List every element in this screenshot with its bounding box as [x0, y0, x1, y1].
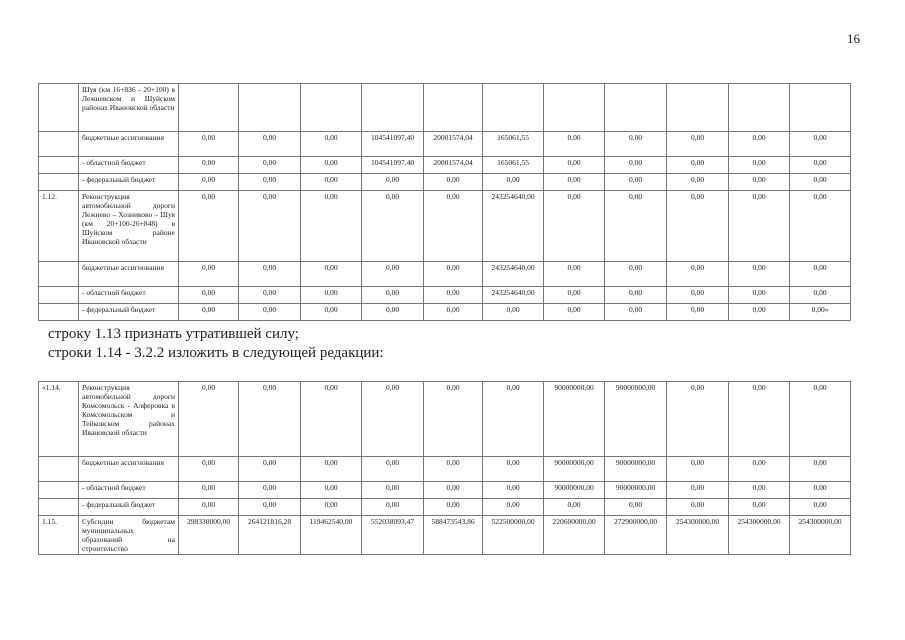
value-cell: 0,00 [424, 457, 483, 482]
value-cell: 0,00 [239, 174, 301, 191]
value-cell: 0,00 [729, 191, 790, 262]
value-cell: 0,00 [605, 157, 667, 174]
value-cell: 0,00 [667, 382, 729, 457]
value-cell: 0,00 [179, 457, 239, 482]
value-cell: 0,00 [239, 191, 301, 262]
value-cell: 0,00 [544, 262, 605, 287]
value-cell: 0,00 [790, 482, 851, 499]
value-cell: 0,00 [667, 174, 729, 191]
value-cell: 0,00 [667, 191, 729, 262]
value-cell: 0,00 [301, 382, 362, 457]
value-cell: 0,00 [790, 132, 851, 157]
value-cell: 20001574,04 [424, 132, 483, 157]
table-row [39, 157, 851, 174]
value-cell: 0,00 [424, 304, 483, 321]
value-cell: 272900000,00 [605, 516, 667, 555]
value-cell: 0,00 [605, 499, 667, 516]
value-cell: 0,00 [729, 482, 790, 499]
value-cell: 0,00 [239, 457, 301, 482]
value-cell: 0,00 [605, 304, 667, 321]
table-row [39, 457, 851, 482]
value-cell: 0,00 [301, 157, 362, 174]
value-cell: 0,00 [605, 287, 667, 304]
value-cell: 243254640,00 [483, 262, 544, 287]
page-number: 16 [847, 31, 860, 46]
value-cell: 0,00» [790, 304, 851, 321]
value-cell: 0,00 [790, 287, 851, 304]
value-cell: 0,00 [179, 174, 239, 191]
table-row [39, 516, 851, 555]
row-number-cell [39, 84, 79, 132]
budget-table-1 [38, 83, 851, 321]
value-cell: 0,00 [239, 499, 301, 516]
value-cell: 0,00 [239, 287, 301, 304]
value-cell: 0,00 [729, 132, 790, 157]
value-cell: 0,00 [790, 457, 851, 482]
value-cell: 0,00 [790, 174, 851, 191]
value-cell: 90000000,00 [544, 482, 605, 499]
value-cell: 0,00 [362, 287, 424, 304]
table-row [39, 304, 851, 321]
value-cell: 0,00 [483, 482, 544, 499]
value-cell: 20001574,04 [424, 157, 483, 174]
row-number-cell: 1.15. [39, 516, 79, 555]
value-cell: 243254640,00 [483, 191, 544, 262]
value-cell: 0,00 [424, 191, 483, 262]
value-cell: 0,00 [729, 262, 790, 287]
row-name-cell: бюджетные ассигнования [79, 132, 179, 157]
value-cell: 0,00 [667, 499, 729, 516]
value-cell: 0,00 [362, 191, 424, 262]
value-cell: 264121816,28 [239, 516, 301, 555]
value-cell [483, 84, 544, 132]
value-cell: 0,00 [239, 132, 301, 157]
row-name-cell: - федеральный бюджет [79, 304, 179, 321]
value-cell: 119462540,00 [301, 516, 362, 555]
value-cell: 588473543,86 [424, 516, 483, 555]
table-row [39, 191, 851, 262]
value-cell: 0,00 [790, 262, 851, 287]
value-cell: 254300000,00 [729, 516, 790, 555]
value-cell: 0,00 [424, 174, 483, 191]
table-row [39, 382, 851, 457]
row-name-cell: бюджетные ассигнования [79, 457, 179, 482]
value-cell: 165061,55 [483, 157, 544, 174]
value-cell: 0,00 [483, 304, 544, 321]
value-cell: 0,00 [667, 132, 729, 157]
value-cell: 0,00 [179, 382, 239, 457]
value-cell: 0,00 [301, 174, 362, 191]
table-row [39, 287, 851, 304]
row-number-cell [39, 287, 79, 304]
value-cell [667, 84, 729, 132]
value-cell: 0,00 [790, 499, 851, 516]
value-cell: 0,00 [667, 287, 729, 304]
value-cell: 0,00 [483, 457, 544, 482]
value-cell: 0,00 [483, 174, 544, 191]
value-cell: 0,00 [729, 174, 790, 191]
table-row [39, 482, 851, 499]
value-cell: 298330000,00 [179, 516, 239, 555]
value-cell: 0,00 [544, 499, 605, 516]
value-cell: 0,00 [362, 262, 424, 287]
value-cell [179, 84, 239, 132]
value-cell: 0,00 [301, 132, 362, 157]
value-cell: 0,00 [667, 457, 729, 482]
value-cell: 0,00 [424, 382, 483, 457]
value-cell: 0,00 [239, 157, 301, 174]
row-name-cell: Шуя (км 16+836 - 20+100) в Лежневском и Шуйском районах Ивановской области [79, 84, 179, 132]
value-cell: 0,00 [544, 287, 605, 304]
value-cell: 0,00 [362, 382, 424, 457]
value-cell: 0,00 [362, 499, 424, 516]
row-number-cell [39, 262, 79, 287]
value-cell: 0,00 [239, 482, 301, 499]
row-name-cell: Реконструкция автомобильной дороги Лежнево – Хозниково – Шуя (км 20+100-26+848) в Шуйском районе Ивановской области [79, 191, 179, 262]
value-cell: 0,00 [179, 304, 239, 321]
value-cell: 254300000,00 [790, 516, 851, 555]
value-cell [790, 84, 851, 132]
row-name-cell: Реконструкция автомобильной дороги Комсомольск - Алферовка в Комсомольском и Тейковском районах Ивановской области [79, 382, 179, 457]
value-cell: 0,00 [544, 304, 605, 321]
value-cell: 0,00 [179, 132, 239, 157]
value-cell [605, 84, 667, 132]
value-cell: 0,00 [362, 174, 424, 191]
value-cell: 0,00 [544, 174, 605, 191]
value-cell: 0,00 [179, 191, 239, 262]
row-name-cell: - федеральный бюджет [79, 174, 179, 191]
value-cell: 0,00 [239, 262, 301, 287]
value-cell: 90000000,00 [544, 382, 605, 457]
value-cell: 522500000,00 [483, 516, 544, 555]
value-cell [301, 84, 362, 132]
value-cell: 0,00 [605, 191, 667, 262]
table-row [39, 84, 851, 132]
value-cell: 243254640,00 [483, 287, 544, 304]
value-cell: 104541097,40 [362, 157, 424, 174]
value-cell: 220600000,00 [544, 516, 605, 555]
value-cell: 0,00 [667, 262, 729, 287]
value-cell [544, 84, 605, 132]
value-cell: 0,00 [301, 457, 362, 482]
value-cell: 0,00 [362, 457, 424, 482]
row-number-cell [39, 499, 79, 516]
table-row [39, 499, 851, 516]
row-number-cell [39, 304, 79, 321]
value-cell: 0,00 [424, 482, 483, 499]
budget-table-2 [38, 381, 851, 555]
value-cell: 0,00 [179, 262, 239, 287]
value-cell: 90000000,00 [605, 457, 667, 482]
row-name-cell: - областной бюджет [79, 157, 179, 174]
value-cell: 0,00 [790, 382, 851, 457]
value-cell: 0,00 [544, 132, 605, 157]
value-cell: 0,00 [362, 482, 424, 499]
value-cell: 0,00 [790, 157, 851, 174]
value-cell: 90000000,00 [605, 482, 667, 499]
value-cell: 0,00 [239, 304, 301, 321]
row-name-cell: - областной бюджет [79, 482, 179, 499]
row-number-cell: 1.12. [39, 191, 79, 262]
value-cell: 0,00 [179, 287, 239, 304]
value-cell: 552038093,47 [362, 516, 424, 555]
value-cell: 0,00 [483, 499, 544, 516]
value-cell [729, 84, 790, 132]
value-cell: 0,00 [483, 382, 544, 457]
value-cell: 0,00 [239, 382, 301, 457]
row-number-cell: «1.14. [39, 382, 79, 457]
value-cell: 0,00 [667, 304, 729, 321]
table-row [39, 174, 851, 191]
value-cell: 0,00 [790, 191, 851, 262]
value-cell: 0,00 [301, 287, 362, 304]
value-cell: 254300000,00 [667, 516, 729, 555]
value-cell: 0,00 [179, 482, 239, 499]
value-cell: 0,00 [605, 174, 667, 191]
value-cell: 0,00 [301, 482, 362, 499]
value-cell: 0,00 [729, 157, 790, 174]
row-name-cell: бюджетные ассигнования [79, 262, 179, 287]
value-cell [424, 84, 483, 132]
paragraph-line-1: строку 1.13 признать утратившей силу; [48, 326, 299, 342]
value-cell: 0,00 [301, 499, 362, 516]
table-row [39, 132, 851, 157]
table-row [39, 262, 851, 287]
row-number-cell [39, 482, 79, 499]
value-cell: 90000000,00 [544, 457, 605, 482]
value-cell: 0,00 [729, 457, 790, 482]
value-cell: 0,00 [667, 482, 729, 499]
value-cell: 0,00 [424, 287, 483, 304]
value-cell: 0,00 [424, 262, 483, 287]
value-cell: 0,00 [301, 191, 362, 262]
value-cell [239, 84, 301, 132]
value-cell [362, 84, 424, 132]
row-number-cell [39, 132, 79, 157]
value-cell: 0,00 [605, 132, 667, 157]
row-number-cell [39, 157, 79, 174]
value-cell: 0,00 [179, 499, 239, 516]
value-cell: 0,00 [605, 262, 667, 287]
value-cell: 0,00 [179, 157, 239, 174]
paragraph-line-2: строки 1.14 - 3.2.2 изложить в следующей редакции: [48, 345, 384, 361]
value-cell: 0,00 [362, 304, 424, 321]
value-cell: 104541097,40 [362, 132, 424, 157]
value-cell: 0,00 [544, 191, 605, 262]
value-cell: 0,00 [729, 304, 790, 321]
value-cell: 0,00 [301, 304, 362, 321]
value-cell: 0,00 [544, 157, 605, 174]
value-cell: 0,00 [301, 262, 362, 287]
row-name-cell: Субсидии бюджетам муниципальных образований на строительство [79, 516, 179, 555]
value-cell: 0,00 [424, 499, 483, 516]
value-cell: 0,00 [667, 157, 729, 174]
value-cell: 0,00 [729, 287, 790, 304]
value-cell: 0,00 [729, 499, 790, 516]
row-name-cell: - областной бюджет [79, 287, 179, 304]
value-cell: 90000000,00 [605, 382, 667, 457]
value-cell: 165061,55 [483, 132, 544, 157]
value-cell: 0,00 [729, 382, 790, 457]
row-number-cell [39, 174, 79, 191]
row-number-cell [39, 457, 79, 482]
row-name-cell: - федеральный бюджет [79, 499, 179, 516]
